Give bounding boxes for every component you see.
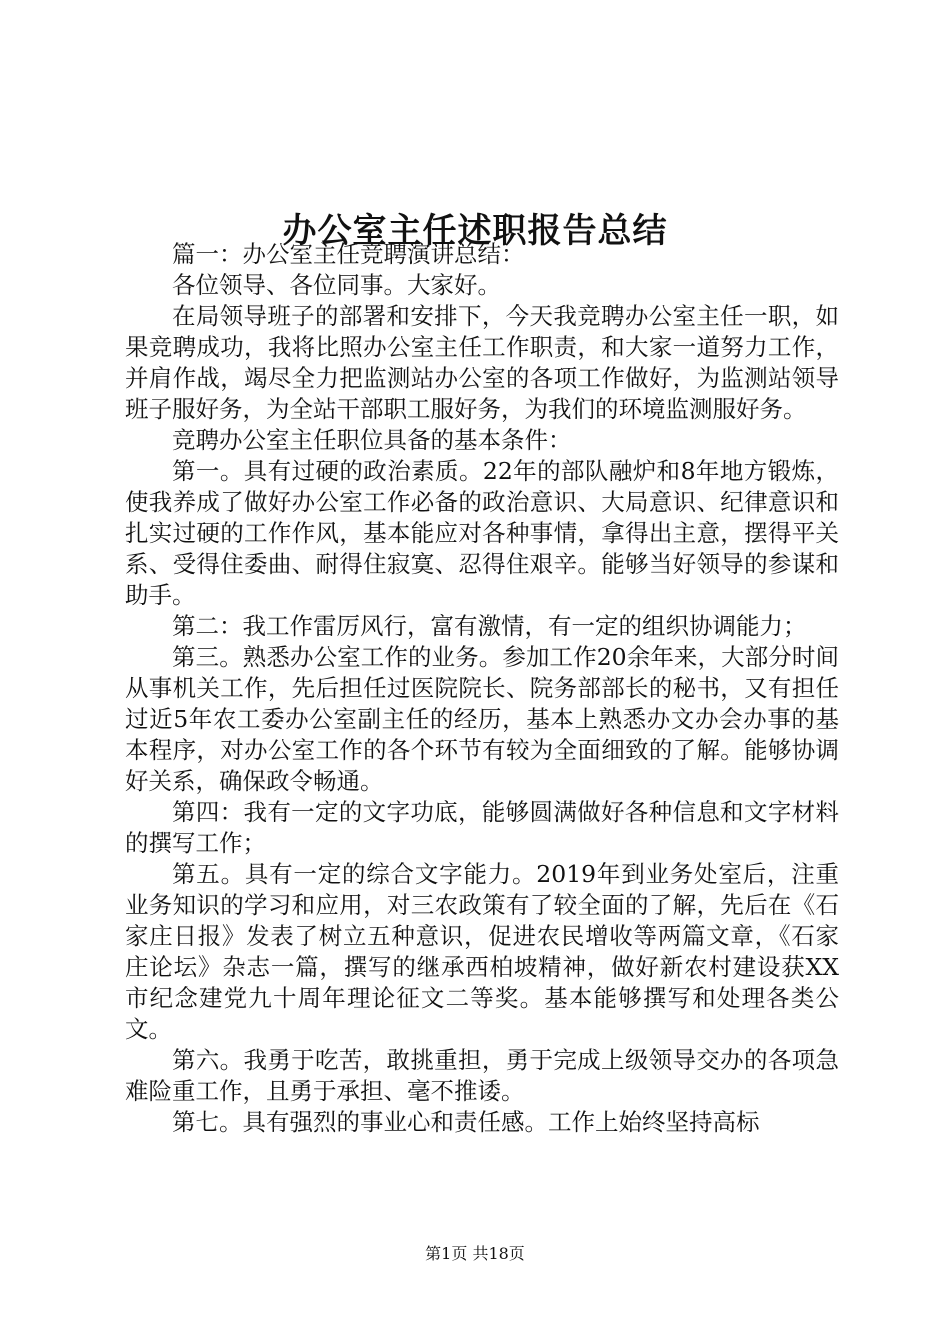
paragraph: 第三。熟悉办公室工作的业务。参加工作20余年来，大部分时间从事机关工作，先后担任过医院院长、院务部部长的秘书，又有担任过近5年农工委办公室副主任的经历，基本上熟悉办文办会办事的基本程序，对办公室工作的各个环节有较为全面细致的了解。能够协调好关系，确保政令畅通。 (125, 643, 839, 795)
paragraph: 第四：我有一定的文字功底，能够圆满做好各种信息和文字材料的撰写工作； (125, 798, 839, 857)
paragraph: 竞聘办公室主任职位具备的基本条件： (172, 426, 572, 454)
paragraph: 第二：我工作雷厉风行，富有激情，有一定的组织协调能力； (172, 612, 807, 640)
paragraph: 各位领导、各位同事。大家好。 (172, 271, 501, 299)
paragraph: 在局领导班子的部署和安排下，今天我竞聘办公室主任一职，如果竞聘成功，我将比照办公室主任工作职责，和大家一道努力工作，并肩作战，竭尽全力把监测站办公室的各项工作做好，为监测站领导班子服好务，为全站干部职工服好务，为我们的环境监测服好务。 (125, 302, 839, 423)
paragraph: 第六。我勇于吃苦，敢挑重担，勇于完成上级领导交办的各项急难险重工作，且勇于承担、毫不推诿。 (125, 1046, 839, 1105)
document-body (125, 239, 839, 1138)
paragraph: 篇一：办公室主任竞聘演讲总结： (172, 240, 525, 268)
paragraph: 第五。具有一定的综合文字能力。2019年到业务处室后，注重业务知识的学习和应用，对三农政策有了较全面的了解，先后在《石家庄日报》发表了树立五种意识，促进农民增收等两篇文章，《石家庄论坛》杂志一篇，撰写的继承西柏坡精神，做好新农村建设获XX市纪念建党九十周年理论征文二等奖。基本能够撰写和处理各类公文。 (125, 860, 839, 1043)
paragraph: 第七。具有强烈的事业心和责任感。工作上始终坚持高标 (172, 1108, 760, 1136)
paragraph: 第一。具有过硬的政治素质。22年的部队融炉和8年地方锻炼，使我养成了做好办公室工作必备的政治意识、大局意识、纪律意识和扎实过硬的工作作风，基本能应对各种事情，拿得出主意，摆得平关系、受得住委曲、耐得住寂寞、忍得住艰辛。能够当好领导的参谋和助手。 (125, 457, 839, 609)
page-number-footer: 第1页 共18页 (425, 1244, 525, 1263)
document-title: 办公室主任述职报告总结 (282, 210, 668, 251)
